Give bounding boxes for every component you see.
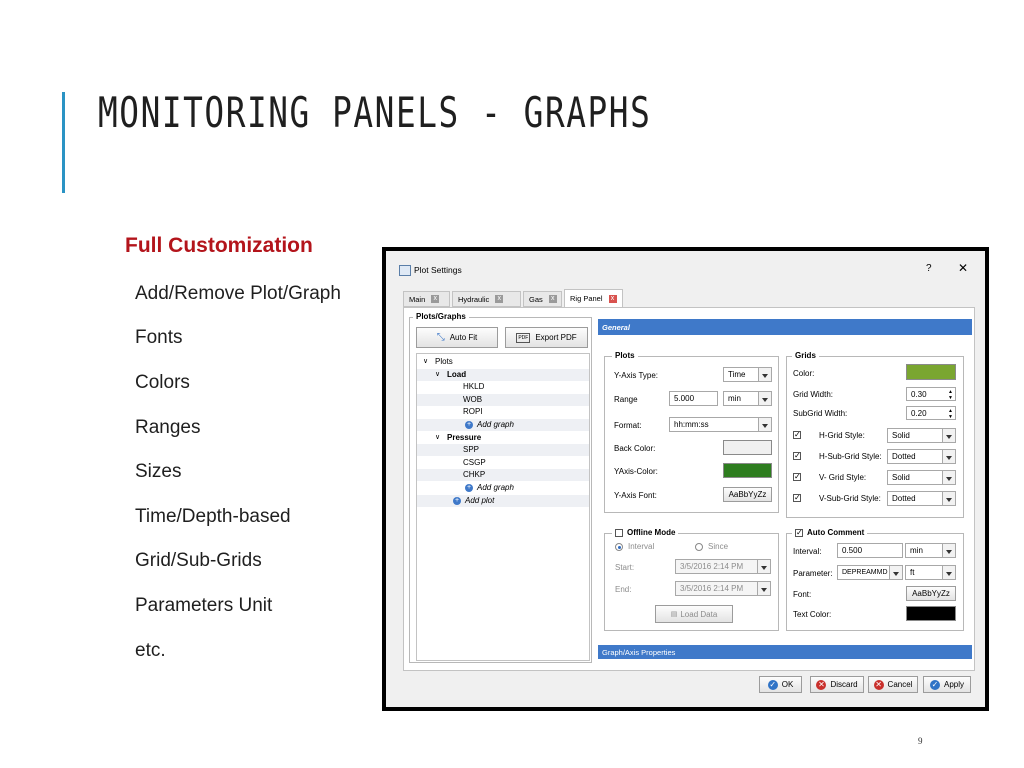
tab-main[interactable] [403, 291, 450, 307]
grid-style-label: V- Grid Style: [819, 473, 867, 482]
chevron-down-icon [758, 392, 771, 405]
add-icon: + [466, 421, 472, 428]
tab-label: Main [409, 294, 426, 304]
ac-interval-input[interactable]: 0.500 [837, 543, 903, 558]
tree-item-label: Add graph [477, 420, 514, 429]
bullet-item: Time/Depth-based [135, 506, 291, 527]
auto-comment-label: Auto Comment [807, 528, 865, 537]
grid-color-label: Color: [793, 369, 815, 378]
bullet-item: Parameters Unit [135, 595, 273, 616]
since-radio-label: Since [708, 542, 729, 551]
grid-width-spinner[interactable] [906, 387, 956, 401]
tree-item[interactable] [417, 356, 589, 368]
chevron-down-icon [757, 582, 770, 595]
chevron-down-icon [758, 368, 771, 381]
auto-comment-header [792, 528, 867, 537]
ac-parameter-unit-select[interactable] [905, 565, 956, 580]
ac-text-color-label: Text Color: [793, 610, 832, 619]
y-axis-font-button[interactable]: AaBbYyZz [723, 487, 772, 502]
y-axis-type-value: Time [728, 370, 746, 379]
check-icon: ✓ [769, 679, 777, 689]
slide-title: MONITORING PANELS - GRAPHS [98, 88, 652, 137]
grid-style-checkbox[interactable]: ✓ [794, 430, 801, 439]
ac-font-button[interactable]: AaBbYyZz [906, 586, 956, 601]
discard-icon: ✕ [818, 679, 825, 689]
tree-item-label: ROPI [463, 407, 483, 417]
subgrid-width-label: SubGrid Width: [793, 409, 848, 418]
tree-item-label: CSGP [463, 457, 486, 467]
grid-style-select[interactable] [887, 470, 956, 485]
chevron-down-icon [942, 566, 955, 579]
format-value: hh:mm:ss [674, 420, 709, 429]
tree-item[interactable] [417, 495, 589, 507]
format-select[interactable] [669, 417, 772, 432]
bullet-item: Colors [135, 372, 190, 393]
help-button[interactable]: ? [926, 263, 932, 274]
slide-subhead: Full Customization [125, 234, 313, 257]
accent-bar [62, 92, 65, 193]
tree-item-label: HKLD [463, 382, 485, 392]
offline-mode-checkbox[interactable] [615, 529, 623, 537]
plots-graphs-label: Plots/Graphs [413, 312, 469, 321]
tree-item[interactable] [417, 369, 589, 381]
apply-button[interactable] [923, 676, 971, 693]
cancel-icon: ✕ [875, 679, 882, 689]
ac-parameter-unit-value: ft [910, 568, 915, 577]
page-number: 9 [918, 736, 923, 746]
tab-label: Gas [529, 294, 543, 304]
ok-button[interactable] [759, 676, 802, 693]
general-header: General [598, 319, 972, 335]
tree-item-label: Load [447, 369, 467, 379]
spinner-arrows-icon[interactable]: ▲ ▼ [948, 408, 953, 420]
start-datetime[interactable] [675, 559, 771, 574]
chevron-down-icon [889, 566, 902, 579]
end-datetime[interactable] [675, 581, 771, 596]
add-icon: + [466, 484, 472, 491]
interval-radio-label: Interval [628, 542, 655, 551]
end-value: 3/5/2016 2:14 PM [680, 584, 744, 593]
tree-item-label: Add plot [465, 495, 495, 505]
graph-axis-properties-header[interactable]: Graph/Axis Properties [598, 645, 972, 659]
ac-text-color-swatch[interactable] [906, 606, 956, 621]
grid-style-select[interactable] [887, 491, 956, 506]
grid-style-label: H-Grid Style: [819, 431, 865, 440]
ok-label: OK [781, 680, 794, 689]
auto-fit-icon: ⤡ [436, 332, 445, 343]
bullet-item: Grid/Sub-Grids [135, 550, 262, 571]
bullet-item: Sizes [135, 461, 182, 482]
spinner-arrows-icon[interactable]: ▲ ▼ [948, 389, 953, 401]
range-unit-value: min [728, 394, 741, 403]
auto-fit-label: Auto Fit [449, 333, 478, 342]
start-value: 3/5/2016 2:14 PM [680, 562, 744, 571]
tree-item-label: WOB [463, 394, 483, 404]
discard-button[interactable] [810, 676, 864, 693]
back-color-swatch[interactable] [723, 440, 772, 455]
auto-comment-checkbox[interactable]: ✓ [796, 527, 803, 537]
check-icon: ✓ [931, 679, 939, 689]
chart-icon [399, 265, 411, 276]
load-data-label: Load Data [680, 609, 718, 619]
tree-item[interactable] [417, 381, 589, 393]
export-pdf-label: Export PDF [535, 333, 577, 342]
tree-item-label: Plots [435, 357, 453, 366]
range-label: Range [614, 395, 638, 404]
tree-item[interactable] [417, 469, 589, 481]
end-label: End: [615, 585, 632, 594]
grid-style-select[interactable] [887, 449, 956, 464]
chevron-down-icon [758, 418, 771, 431]
subgrid-width-spinner[interactable] [906, 406, 956, 420]
close-tab-icon[interactable]: x [609, 295, 617, 303]
back-color-label: Back Color: [614, 444, 656, 453]
grid-style-label: V-Sub-Grid Style: [819, 494, 881, 503]
ac-interval-label: Interval: [793, 547, 822, 556]
chevron-down-icon [942, 429, 955, 442]
plots-label: Plots [612, 351, 638, 360]
ac-interval-unit-select[interactable] [905, 543, 956, 558]
chevron-down-icon[interactable]: ∨ [435, 370, 441, 378]
bullet-item: Ranges [135, 417, 201, 438]
ac-interval-unit-value: min [910, 546, 923, 555]
format-label: Format: [614, 421, 642, 430]
ac-parameter-select[interactable] [837, 565, 903, 580]
chevron-down-icon[interactable]: ∨ [423, 358, 429, 365]
tab-label: Rig Panel [570, 294, 603, 303]
close-tab-icon[interactable]: x [495, 295, 503, 303]
cancel-button[interactable] [868, 676, 918, 693]
bullet-item: Add/Remove Plot/Graph [135, 283, 341, 304]
chevron-down-icon [942, 450, 955, 463]
y-axis-font-label: Y-Axis Font: [614, 491, 657, 500]
grid-style-value: Dotted [892, 494, 916, 503]
tree-item-label: SPP [463, 445, 480, 455]
pdf-icon: PDF [518, 334, 529, 341]
tab-hydraulic[interactable] [452, 291, 521, 307]
grids-label: Grids [792, 351, 819, 360]
yaxis-color-swatch[interactable] [723, 463, 772, 478]
grid-style-select[interactable] [887, 428, 956, 443]
tree-item[interactable] [417, 419, 589, 431]
range-input[interactable]: 5.000 [669, 391, 718, 406]
export-pdf-button[interactable] [505, 327, 588, 348]
load-data-button[interactable] [655, 605, 733, 623]
since-radio[interactable] [695, 543, 703, 551]
ac-parameter-value: DEPREAMMD [842, 569, 888, 576]
discard-label: Discard [830, 680, 858, 689]
range-unit-select[interactable] [723, 391, 772, 406]
chevron-down-icon [942, 471, 955, 484]
grid-style-value: Solid [892, 431, 910, 440]
ac-font-label: Font: [793, 590, 812, 599]
close-button[interactable]: ✕ [958, 261, 969, 275]
tree-item-label: Pressure [447, 432, 482, 442]
chevron-down-icon [757, 560, 770, 573]
start-label: Start: [615, 563, 635, 572]
database-icon: ▤ [670, 611, 678, 618]
tree-item-label: CHKP [463, 470, 486, 480]
apply-label: Apply [943, 680, 964, 689]
offline-mode-header [612, 528, 678, 537]
grid-style-checkbox[interactable]: ✓ [794, 451, 801, 460]
dialog-title: Plot Settings [414, 265, 462, 275]
tab-gas[interactable] [523, 291, 562, 307]
chevron-down-icon[interactable]: ∨ [435, 433, 441, 441]
add-icon: + [454, 496, 460, 504]
grid-color-swatch[interactable] [906, 364, 956, 380]
grid-style-value: Dotted [892, 452, 916, 461]
tab-label: Hydraulic [458, 294, 490, 304]
plots-tree [416, 353, 590, 661]
tree-item[interactable] [417, 406, 589, 418]
grid-style-label: H-Sub-Grid Style: [819, 452, 882, 461]
tree-item[interactable] [417, 432, 589, 444]
y-axis-type-select[interactable] [723, 367, 772, 382]
tab-rig-panel[interactable] [564, 289, 623, 308]
plot-settings-dialog [386, 251, 985, 707]
tree-item[interactable] [417, 482, 589, 494]
interval-radio[interactable] [615, 543, 623, 551]
offline-mode-label: Offline Mode [627, 528, 676, 537]
bullet-item: Fonts [135, 327, 183, 348]
chevron-down-icon [942, 492, 955, 505]
chevron-down-icon [942, 544, 955, 557]
yaxis-color-label: YAxis-Color: [614, 467, 658, 476]
close-tab-icon[interactable]: x [549, 295, 557, 303]
tree-item[interactable] [417, 457, 589, 469]
grid-width-value: 0.30 [911, 389, 927, 399]
y-axis-type-label: Y-Axis Type: [614, 371, 659, 380]
bullet-item: etc. [135, 640, 166, 661]
tree-item[interactable] [417, 394, 589, 406]
subgrid-width-value: 0.20 [911, 408, 927, 418]
close-tab-icon[interactable]: x [431, 295, 439, 303]
grid-width-label: Grid Width: [793, 390, 834, 399]
tree-item-label: Add graph [477, 483, 514, 492]
auto-fit-button[interactable] [416, 327, 498, 348]
tree-item[interactable] [417, 444, 589, 456]
grid-style-checkbox[interactable]: ✓ [794, 472, 801, 481]
grid-style-checkbox[interactable]: ✓ [794, 493, 801, 502]
grid-style-value: Solid [892, 473, 910, 482]
ac-parameter-label: Parameter: [793, 569, 833, 578]
cancel-label: Cancel [887, 680, 913, 689]
